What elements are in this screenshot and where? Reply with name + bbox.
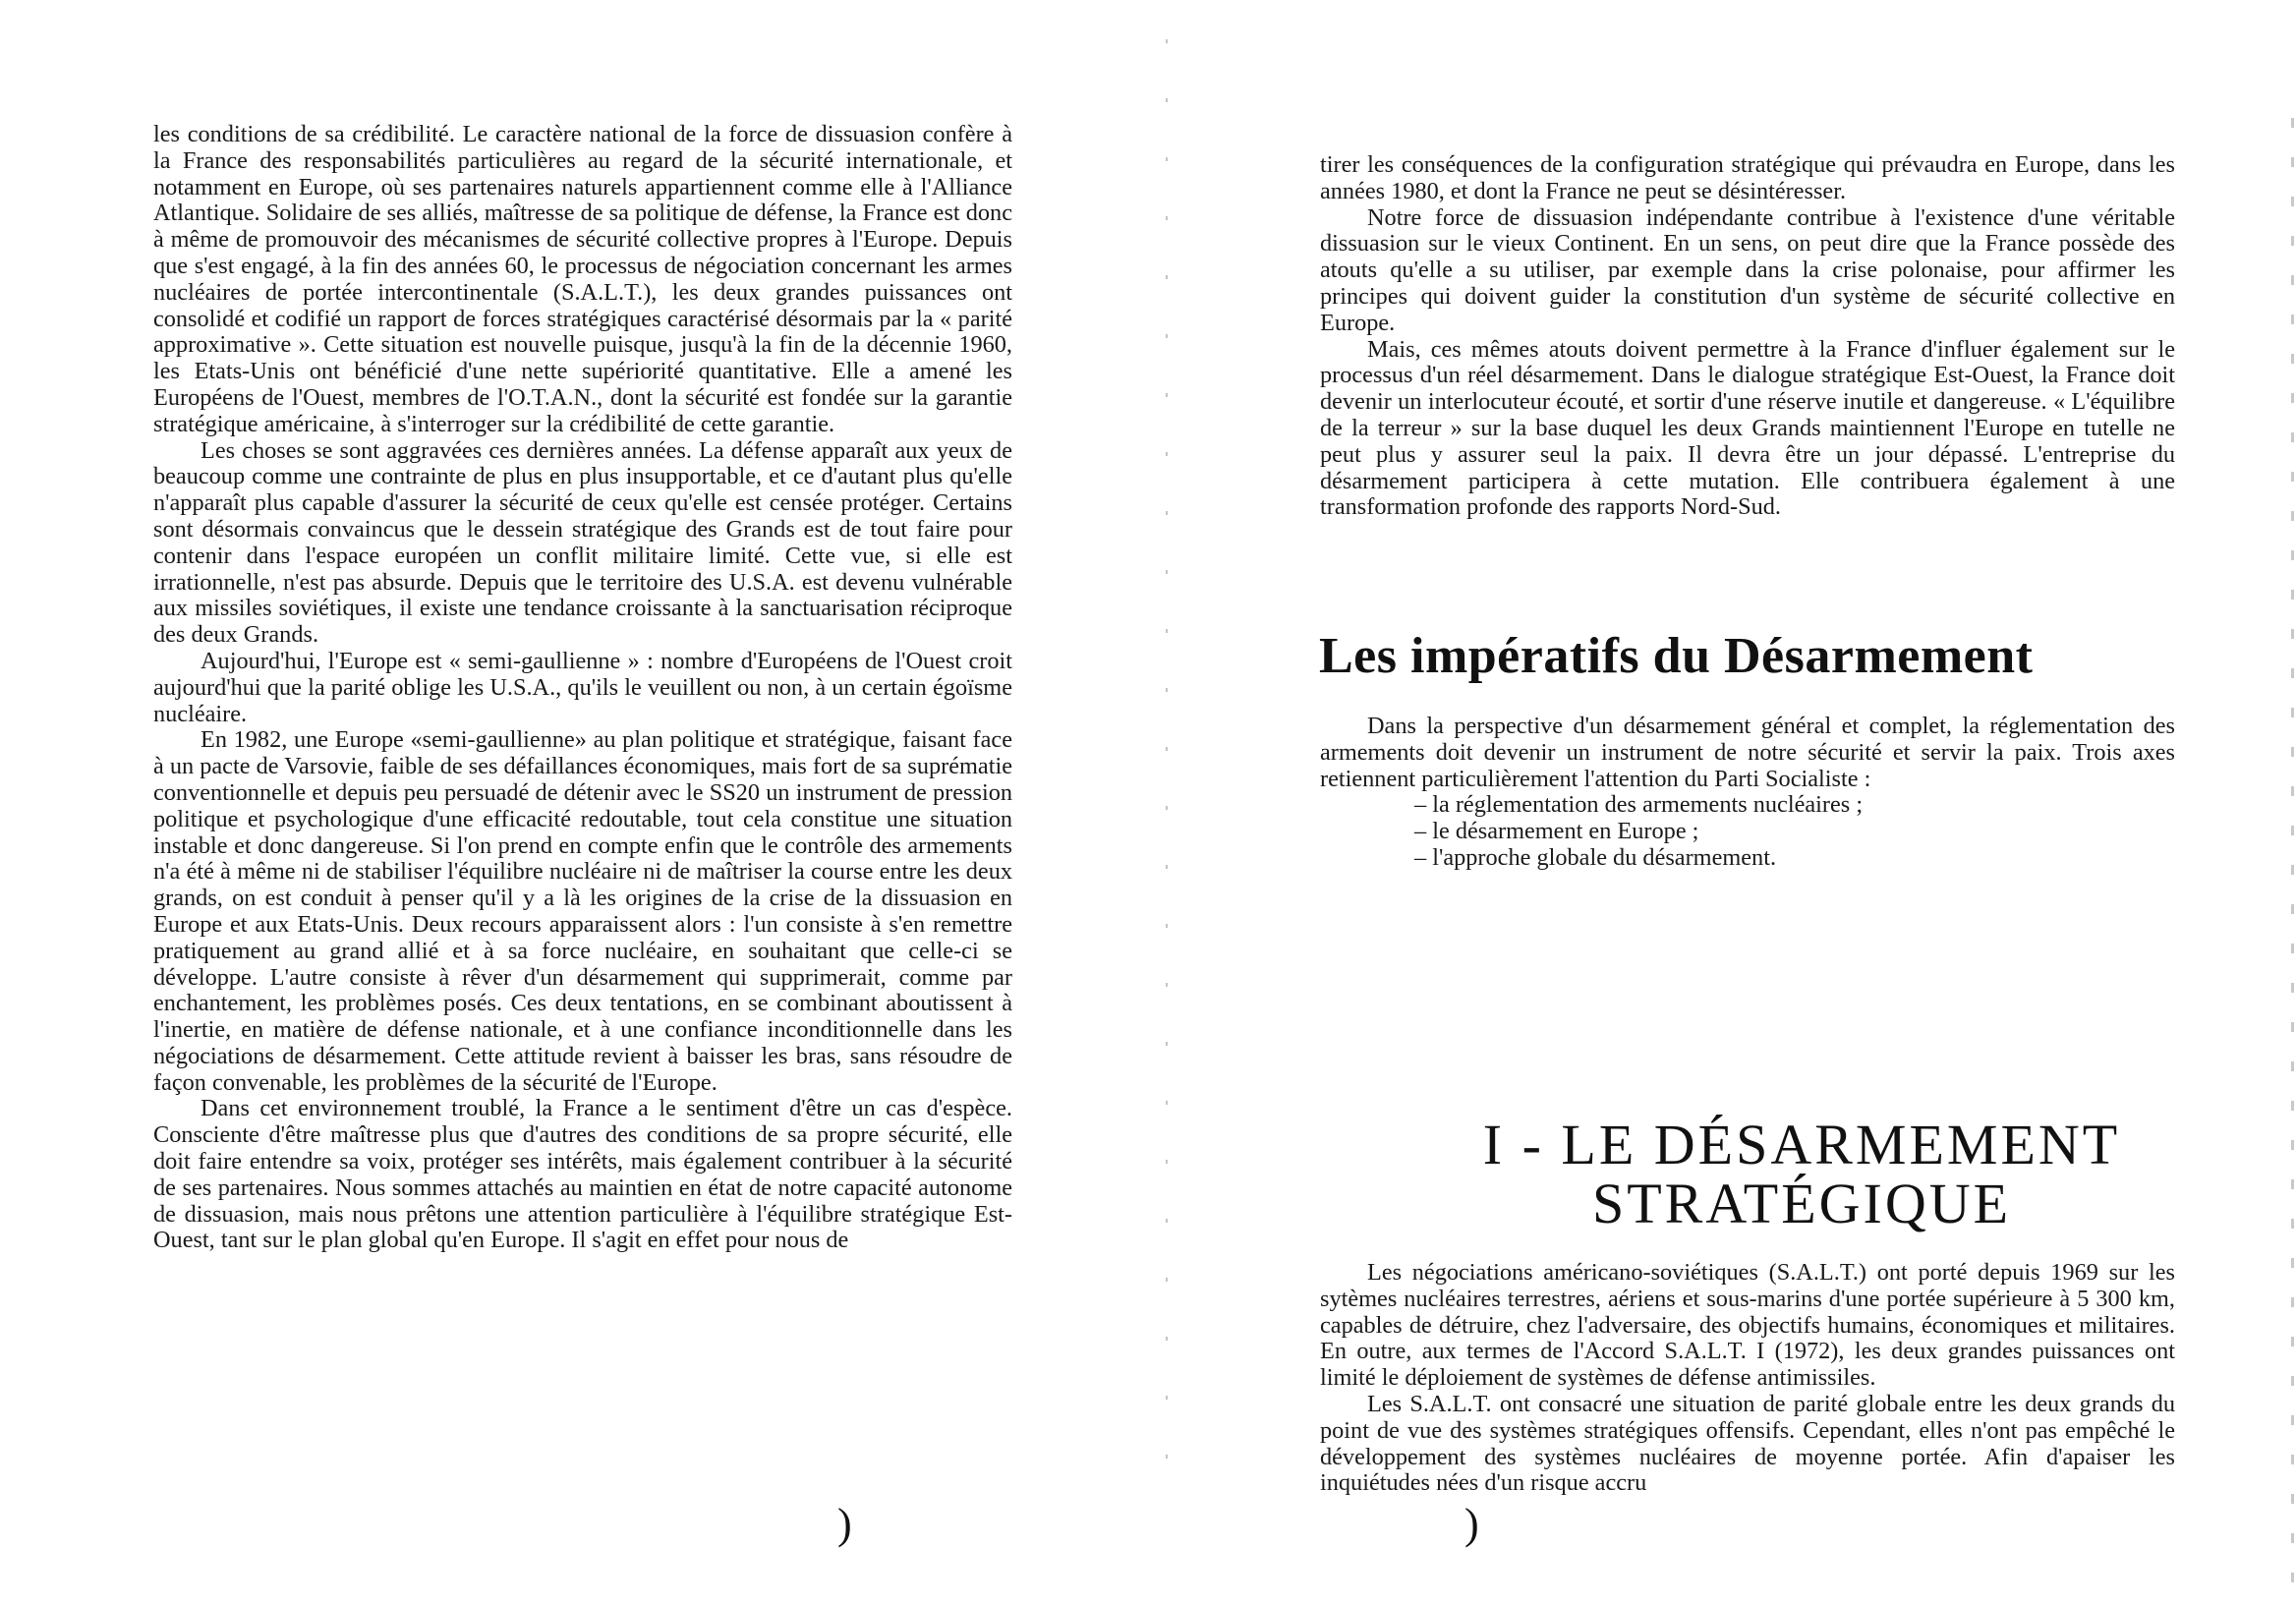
paragraph: Dans cet environnement troublé, la France a le sentiment d'être un cas d'espèce. Consciente d'être maîtresse plus que d'autres des conditions de sa propre sécurité, elle doit faire entendre sa voix, protéger ses intérêts, mais également contribuer à la sécurité de ses partenaires. Nous sommes attachés au maintien en état de notre capacité autonome de dissuasion, mais nous prêtons une attention particulière à l'équilibre stratégique Est-Ouest, tant sur le plan global qu'en Europe. Il s'agit en effet pour nous de [153,1095,1012,1254]
section-title-line: I - LE DÉSARMEMENT [1482,1113,2121,1176]
page-end-mark: ) [837,1500,852,1548]
section-text [1320,1260,2175,1497]
chapter-heading: Les impératifs du Désarmement [1319,628,2034,684]
paragraph: tirer les conséquences de la configuration stratégique qui prévaudra en Europe, dans les années 1980, et dont la France ne peut se désintéresser. [1320,151,2175,204]
paragraph: Les choses se sont aggravées ces dernières années. La défense apparaît aux yeux de beaucoup comme une contrainte de plus en plus insupportable, et ce d'autant plus qu'elle n'apparaît plus capable d'assurer la sécurité de ceux qu'elle est censée protéger. Certains sont désormais convaincus que le dessein stratégique des Grands est de tout faire pour contenir dans l'espace européen un conflit militaire limité. Cette vue, si elle est irrationnelle, n'est pas absurde. Depuis que le territoire des U.S.A. est devenu vulnérable aux missiles soviétiques, il existe une tendance croissante à la sanctuarisation réciproque des deux Grands. [153,436,1012,649]
section-title [1399,1113,2205,1235]
list-item: – l'approche globale du désarmement. [1414,843,1777,871]
page-end-mark: ) [1464,1500,1479,1548]
list-item: – le désarmement en Europe ; [1414,818,1699,845]
paragraph: Aujourd'hui, l'Europe est « semi-gaullienne » : nombre d'Européens de l'Ouest croit aujourd'hui que la parité oblige les U.S.A., qu'ils le veuillent ou non, à un certain égoïsme nucléaire. [153,647,1012,727]
paragraph: les conditions de sa crédibilité. Le caractère national de la force de dissuasion confère à la France des responsabilités particulières au regard de la sécurité internationale, et notamment en Europe, où ses partenaires naturels appartiennent comme elle à l'Alliance Atlantique. Solidaire de ses alliés, maîtresse de sa politique de défense, la France est donc à même de promouvoir des mécanismes de sécurité collective propres à l'Europe. Depuis que s'est engagé, à la fin des années 60, le processus de négociation concernant les armes nucléaires de portée intercontinentale (S.A.L.T.), les deux grandes puissances ont consolidé et codifié un rapport de forces stratégiques caractérisé désormais par la « parité approximative ». Cette situation est nouvelle puisque, jusqu'à la fin de la décennie 1960, les Etats-Unis ont bénéficié d'une nette supériorité quantitative. Elle a amené les Européens de l'Ouest, membres de l'O.T.A.N., dont la sécurité est fondée sur la garantie stratégique américaine, à s'interroger sur la crédibilité de cette garantie. [153,121,1012,437]
right-text-column [1320,152,2175,521]
paragraph: Les S.A.L.T. ont consacré une situation de parité globale entre les deux grands du point de vue des systèmes stratégiques offensifs. Cependant, elles n'ont pas empêché le développement des systèmes nucléaires de moyenne portée. Afin d'apaiser les inquiétudes nées d'un risque accru [1320,1390,2175,1497]
paragraph: Mais, ces mêmes atouts doivent permettre à la France d'influer également sur le processus d'un réel désarmement. Dans le dialogue stratégique Est-Ouest, la France doit devenir un interlocuteur écouté, et sortir d'une réserve inutile et dangereuse. « L'équilibre de la terreur » sur la base duquel les deux Grands maintiennent l'Europe en tutelle ne peut plus y assurer seul la paix. Il devra être un jour dépassé. L'entreprise du désarmement participera à cette mutation. Elle contribuera également à une transformation profonde des rapports Nord-Sud. [1320,335,2175,521]
intro-block [1320,714,2175,872]
right-page [1148,0,2296,1604]
intro-paragraph: Dans la perspective d'un désarmement général et complet, la réglementation des armements doit devenir un instrument de notre sécurité et servir la paix. Trois axes retiennent particulièrement l'attention du Parti Socialiste : [1320,713,2175,792]
paragraph: Notre force de dissuasion indépendante contribue à l'existence d'une véritable dissuasion sur le vieux Continent. En un sens, on peut dire que la France possède des atouts qu'elle a su utiliser, par exemple dans la crise polonaise, pour affirmer les principes qui doivent guider la constitution d'un système de sécurité collective en Europe. [1320,203,2175,336]
paragraph: Les négociations américano-soviétiques (S.A.L.T.) ont porté depuis 1969 sur les sytèmes nucléaires terrestres, aériens et sous-marins d'une portée supérieure à 5 300 km, capables de détruire, chez l'adversaire, des objectifs humains, économiques et militaires. En outre, aux termes de l'Accord S.A.L.T. I (1972), les deux grandes puissances ont limité le déploiement de systèmes de défense antimissiles. [1320,1259,2175,1392]
paragraph: En 1982, une Europe «semi-gaullienne» au plan politique et stratégique, faisant face à un pacte de Varsovie, faible de ses défaillances économiques, mais fort de sa suprématie conventionnelle et depuis peu persuadé de détenir avec le SS20 un instrument de pression politique et psychologique d'une efficacité redoutable, tout cela constitue une situation instable et donc dangereuse. Si l'on prend en compte enfin que le contrôle des armements n'a été à même ni de stabiliser l'équilibre nucléaire ni de maîtriser la course entre les deux grands, on est conduit à penser qu'il y a là les origines de la crise de la dissuasion en Europe et aux Etats-Unis. Deux recours apparaissent alors : l'un consiste à s'en remettre pratiquement au grand allié et à sa force nucléaire, en souhaitant que celle-ci se développe. L'autre consiste à rêver d'un désarmement qui supprimerait, comme par enchantement, les problèmes posés. Ces deux tentations, en se combinant aboutissent à l'inertie, en matière de défense nationale, et à une confiance inconditionnelle dans les négociations de désarmement. Cette attitude revient à baisser les bras, sans résoudre de façon convenable, les problèmes de la sécurité de l'Europe. [153,726,1012,1096]
scan-edge [2291,118,2294,1592]
list-item: – la réglementation des armements nucléaires ; [1414,791,1864,819]
left-text-column [153,122,1012,1254]
section-title-line: STRATÉGIQUE [1591,1172,2012,1235]
